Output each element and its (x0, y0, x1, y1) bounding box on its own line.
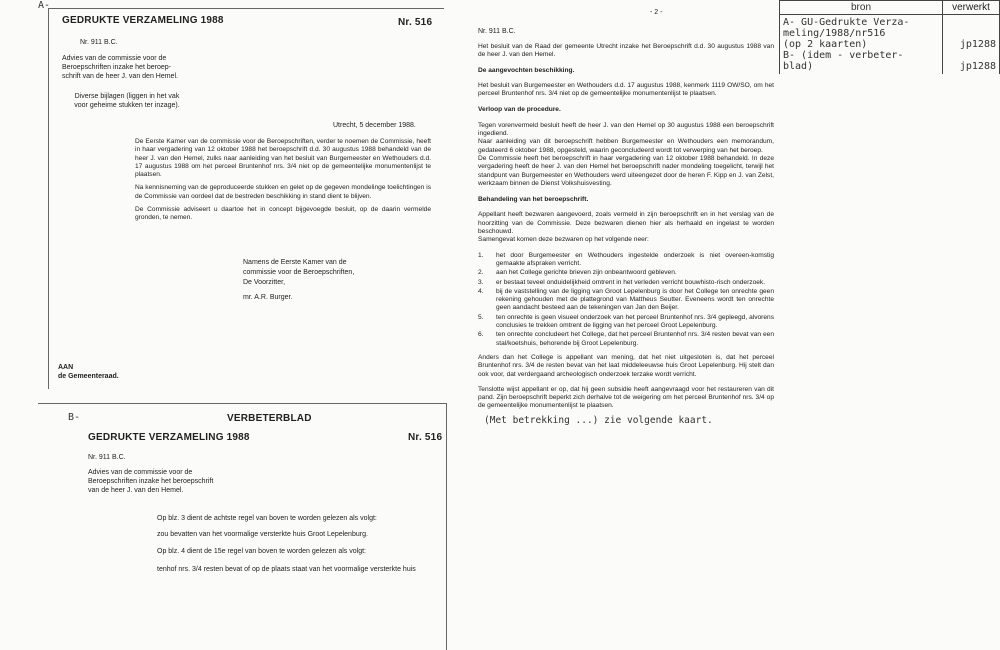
source-line: B- (idem - verbeter- (783, 50, 904, 61)
document-b-number: Nr. 516 (408, 432, 443, 443)
spacer (946, 50, 996, 61)
processed-entry (943, 15, 1000, 75)
document-b-ref: Nr. 911 B.C. (88, 454, 126, 461)
signature-line: De Voorzitter, (243, 279, 286, 286)
spacer (946, 17, 996, 39)
list-item (478, 288, 774, 313)
advice-line: Beroepschriften inzake het beroep- (62, 64, 171, 71)
list-item (478, 252, 774, 269)
source-line: A- GU-Gedrukte Verza- (783, 17, 910, 28)
section-paragraph: Appellant heeft bezwaren aangevoerd, zoals vermeld in zijn beroepschrift en in het verslag van de hoorzitting van de Commissie. Deze bezwaren dienen hier als herhaald en ingelast te worden beschouwd. (478, 211, 774, 236)
document-a-attachments (62, 92, 192, 110)
document-a-marker: A- (38, 0, 51, 11)
correction-line: Op blz. 3 dient de achtste regel van boven te worden gelezen als volgt: (157, 515, 377, 522)
intro-paragraph: Het besluit van de Raad der gemeente Utrecht inzake het Beroepschrift d.d. 30 augustus 1988 van de heer J. van den Hemel. (478, 43, 774, 59)
list-item (478, 314, 774, 331)
typed-note: (Met betrekking ...) zie volgende kaart. (484, 414, 713, 426)
processed-code: jp1288 (959, 39, 996, 50)
list-item (478, 269, 774, 277)
section-paragraph: Anders dan het College is appellant van mening, dat het niet uitgesloten is, dat het perceel Bruntenhof nrs. 3/4 de resten bevat van het laat middeleeuwse huis Groot Lepelenburg. Hij stelt dan ook voor, dat verdergaand archeologisch onderzoek terzake wordt verricht. (478, 353, 774, 378)
document-b-advice (88, 468, 213, 495)
document-a-title: GEDRUKTE VERZAMELING 1988 (62, 15, 224, 26)
advice-line: schrift van de heer J. van den Hemel. (62, 73, 178, 80)
document-a-ref: Nr. 911 B.C. (80, 39, 118, 46)
source-table (779, 0, 1000, 74)
list-number: 2. (478, 269, 484, 277)
recipient-line: AAN (58, 364, 74, 371)
header-verwerkt: verwerkt (943, 1, 1000, 15)
signature-line: commissie voor de Beroepschriften, (243, 269, 355, 276)
source-line: (op 2 kaarten) (783, 39, 868, 50)
list-text: er bestaat teveel onduidelijkheid omtrent in het verleden verricht bouwhisto-risch onderzoek. (496, 278, 766, 286)
source-line: meling/1988/nr516 (783, 28, 886, 39)
list-text: ten onrechte concludeert het College, dat het perceel Bruntenhof nrs. 3/4 resten bevat van een stal/koetshuis, behorende bij Groot Lepelenburg. (496, 331, 774, 347)
section-heading: Behandeling van het beroepschrift. (478, 196, 589, 204)
attachment-line: voor geheime stukken ter inzage). (74, 102, 180, 109)
list-text: ten onrechte is geen visueel onderzoek van het perceel Bruntenhof nrs. 3/4 gepleegd, alvorens conclusies te trekken omtrent de ligging van het perceel Groot Lepelenburg. (496, 313, 774, 330)
section-paragraph: Naar aanleiding van dit beroepschrift hebben Burgemeester en Wethouders een memorandum, gedateerd 6 oktober 1988, opgesteld, waarin geconcludeerd wordt tot verwerping van het beroep. (478, 138, 774, 154)
source-entry (780, 15, 943, 75)
advice-line: Advies van de commissie voor de (62, 55, 167, 62)
advice-line: Beroepschriften inzake het beroepschrift (88, 478, 214, 485)
signature-line: Namens de Eerste Kamer van de (243, 259, 347, 266)
document-a-body (135, 138, 431, 223)
processed-code: jp1288 (959, 61, 996, 72)
correction-line: tenhof nrs. 3/4 resten bevat of op de plaats staat van het voormalige versterkte huis (157, 566, 416, 573)
section-paragraph: Tenslotte wijst appellant er op, dat hij geen subsidie heeft aangevraagd voor het restaureren van dit pand. Zijn beroepschrift beperkt zich derhalve tot de weigering om het perceel Bruntenhof nrs. 3/4 op de gemeentelijke monumentenlijst te plaatsen. (478, 385, 774, 410)
header-bron: bron (780, 1, 943, 15)
section-paragraph: Het besluit van Burgemeester en Wethouders d.d. 17 augustus 1988, kenmerk 1119 OW/SO, om het perceel Bruntenhof nrs. 3/4 niet op de gemeentelijke monumentenlijst te plaatsen. (478, 81, 774, 98)
document-b-title: GEDRUKTE VERZAMELING 1988 (88, 432, 250, 443)
source-line: blad) (783, 61, 814, 72)
document-a-advice (62, 54, 178, 81)
page-2-body (478, 43, 774, 426)
page-number: - 2 - (650, 9, 663, 16)
document-b (0, 395, 450, 649)
body-paragraph: Na kennisneming van de geproduceerde stukken en gelet op de gegeven mondelinge toelichtingen is de Commissie van oordeel dat de bestreden beschikking in stand dient te blijven. (135, 184, 431, 200)
list-text: aan het College gerichte brieven zijn onbeantwoord gebleven. (496, 269, 677, 277)
page-2-ref: Nr. 911 B.C. (478, 28, 516, 35)
advice-line: Advies van de commissie voor de (88, 469, 193, 476)
document-b-heading: VERBETERBLAD (227, 413, 312, 424)
list-number: 4. (478, 287, 484, 295)
document-page-2 (470, 0, 780, 649)
section-heading: Verloop van de procedure. (478, 106, 561, 114)
advice-line: van de heer J. van den Hemel. (88, 487, 184, 494)
section-paragraph: Samengevat komen deze bezwaren op het volgende neer: (478, 236, 649, 244)
objections-list (478, 252, 774, 348)
document-a (0, 0, 450, 395)
correction-line: Op blz. 4 dient de 15e regel van boven te worden gelezen als volgt: (157, 548, 366, 555)
list-number: 1. (478, 251, 484, 259)
signature-name: mr. A.R. Burger. (243, 294, 293, 301)
document-a-date: Utrecht, 5 december 1988. (333, 122, 416, 129)
document-a-recipient (58, 363, 119, 381)
list-text: het door Burgemeester en Wethouders ingestelde onderzoek is niet overeen-komstig gemaakte afspraken verricht. (496, 251, 774, 267)
list-text: bij de vaststelling van de ligging van Groot Lepelenburg is door het College ten onrechte geen rekening gehouden met de plattegrond van Mattheus Seutter. Eveneens wordt ten onrechte geen aandacht besteed aan de tekeningen van Jan den Beijer. (496, 287, 774, 312)
section-paragraph: Tegen vorenvermeld besluit heeft de heer J. van den Hemel op 30 augustus 1988 een beroepschrift ingediend. (478, 121, 774, 138)
correction-line: zou bevatten van het voormalige versterkte huis Groot Lepelenburg. (157, 531, 368, 538)
document-b-marker: B- (68, 412, 81, 423)
section-heading: De aangevochten beschikking. (478, 66, 575, 74)
document-a-signature (243, 258, 354, 303)
list-number: 5. (478, 313, 484, 321)
list-number: 3. (478, 278, 484, 286)
recipient-line: de Gemeenteraad. (58, 373, 119, 380)
list-item (478, 279, 774, 287)
list-number: 6. (478, 331, 484, 339)
body-paragraph: De Commissie adviseert u daartoe het in concept bijgevoegde besluit, op de daarin vermelde gronden, te nemen. (135, 206, 431, 222)
list-item (478, 331, 774, 348)
section-paragraph: De Commissie heeft het beroepschrift in haar vergadering van 12 oktober 1988 behandeld. In deze vergadering heeft de heer J. van den Hemel het beroepschrift nader mondeling toegelicht, terwijl het standpunt van Burgemeester en Wethouders werd uiteengezet door de heren F. Kipp en J. van Zelst, werkzaam binnen de Dienst Volkshuisvesting. (478, 154, 774, 187)
body-paragraph: De Eerste Kamer van de commissie voor de Beroepschriften, verder te noemen de Commissie, heeft in haar vergadering van 12 oktober 1988 het beroepschrift d.d. 30 augustus 1988 behandeld van de heer J. van den Hemel, zulks naar aanleiding van het besluit van Burgemeester en Wethouders d.d. 17 augustus 1988 om het perceel Bruntenhof nrs. 3/4 niet op de gemeentelijke monumentenlijst te plaatsen. (135, 138, 431, 179)
attachment-line: Diverse bijlagen (liggen in het vak (74, 93, 180, 100)
document-a-number: Nr. 516 (398, 17, 433, 28)
